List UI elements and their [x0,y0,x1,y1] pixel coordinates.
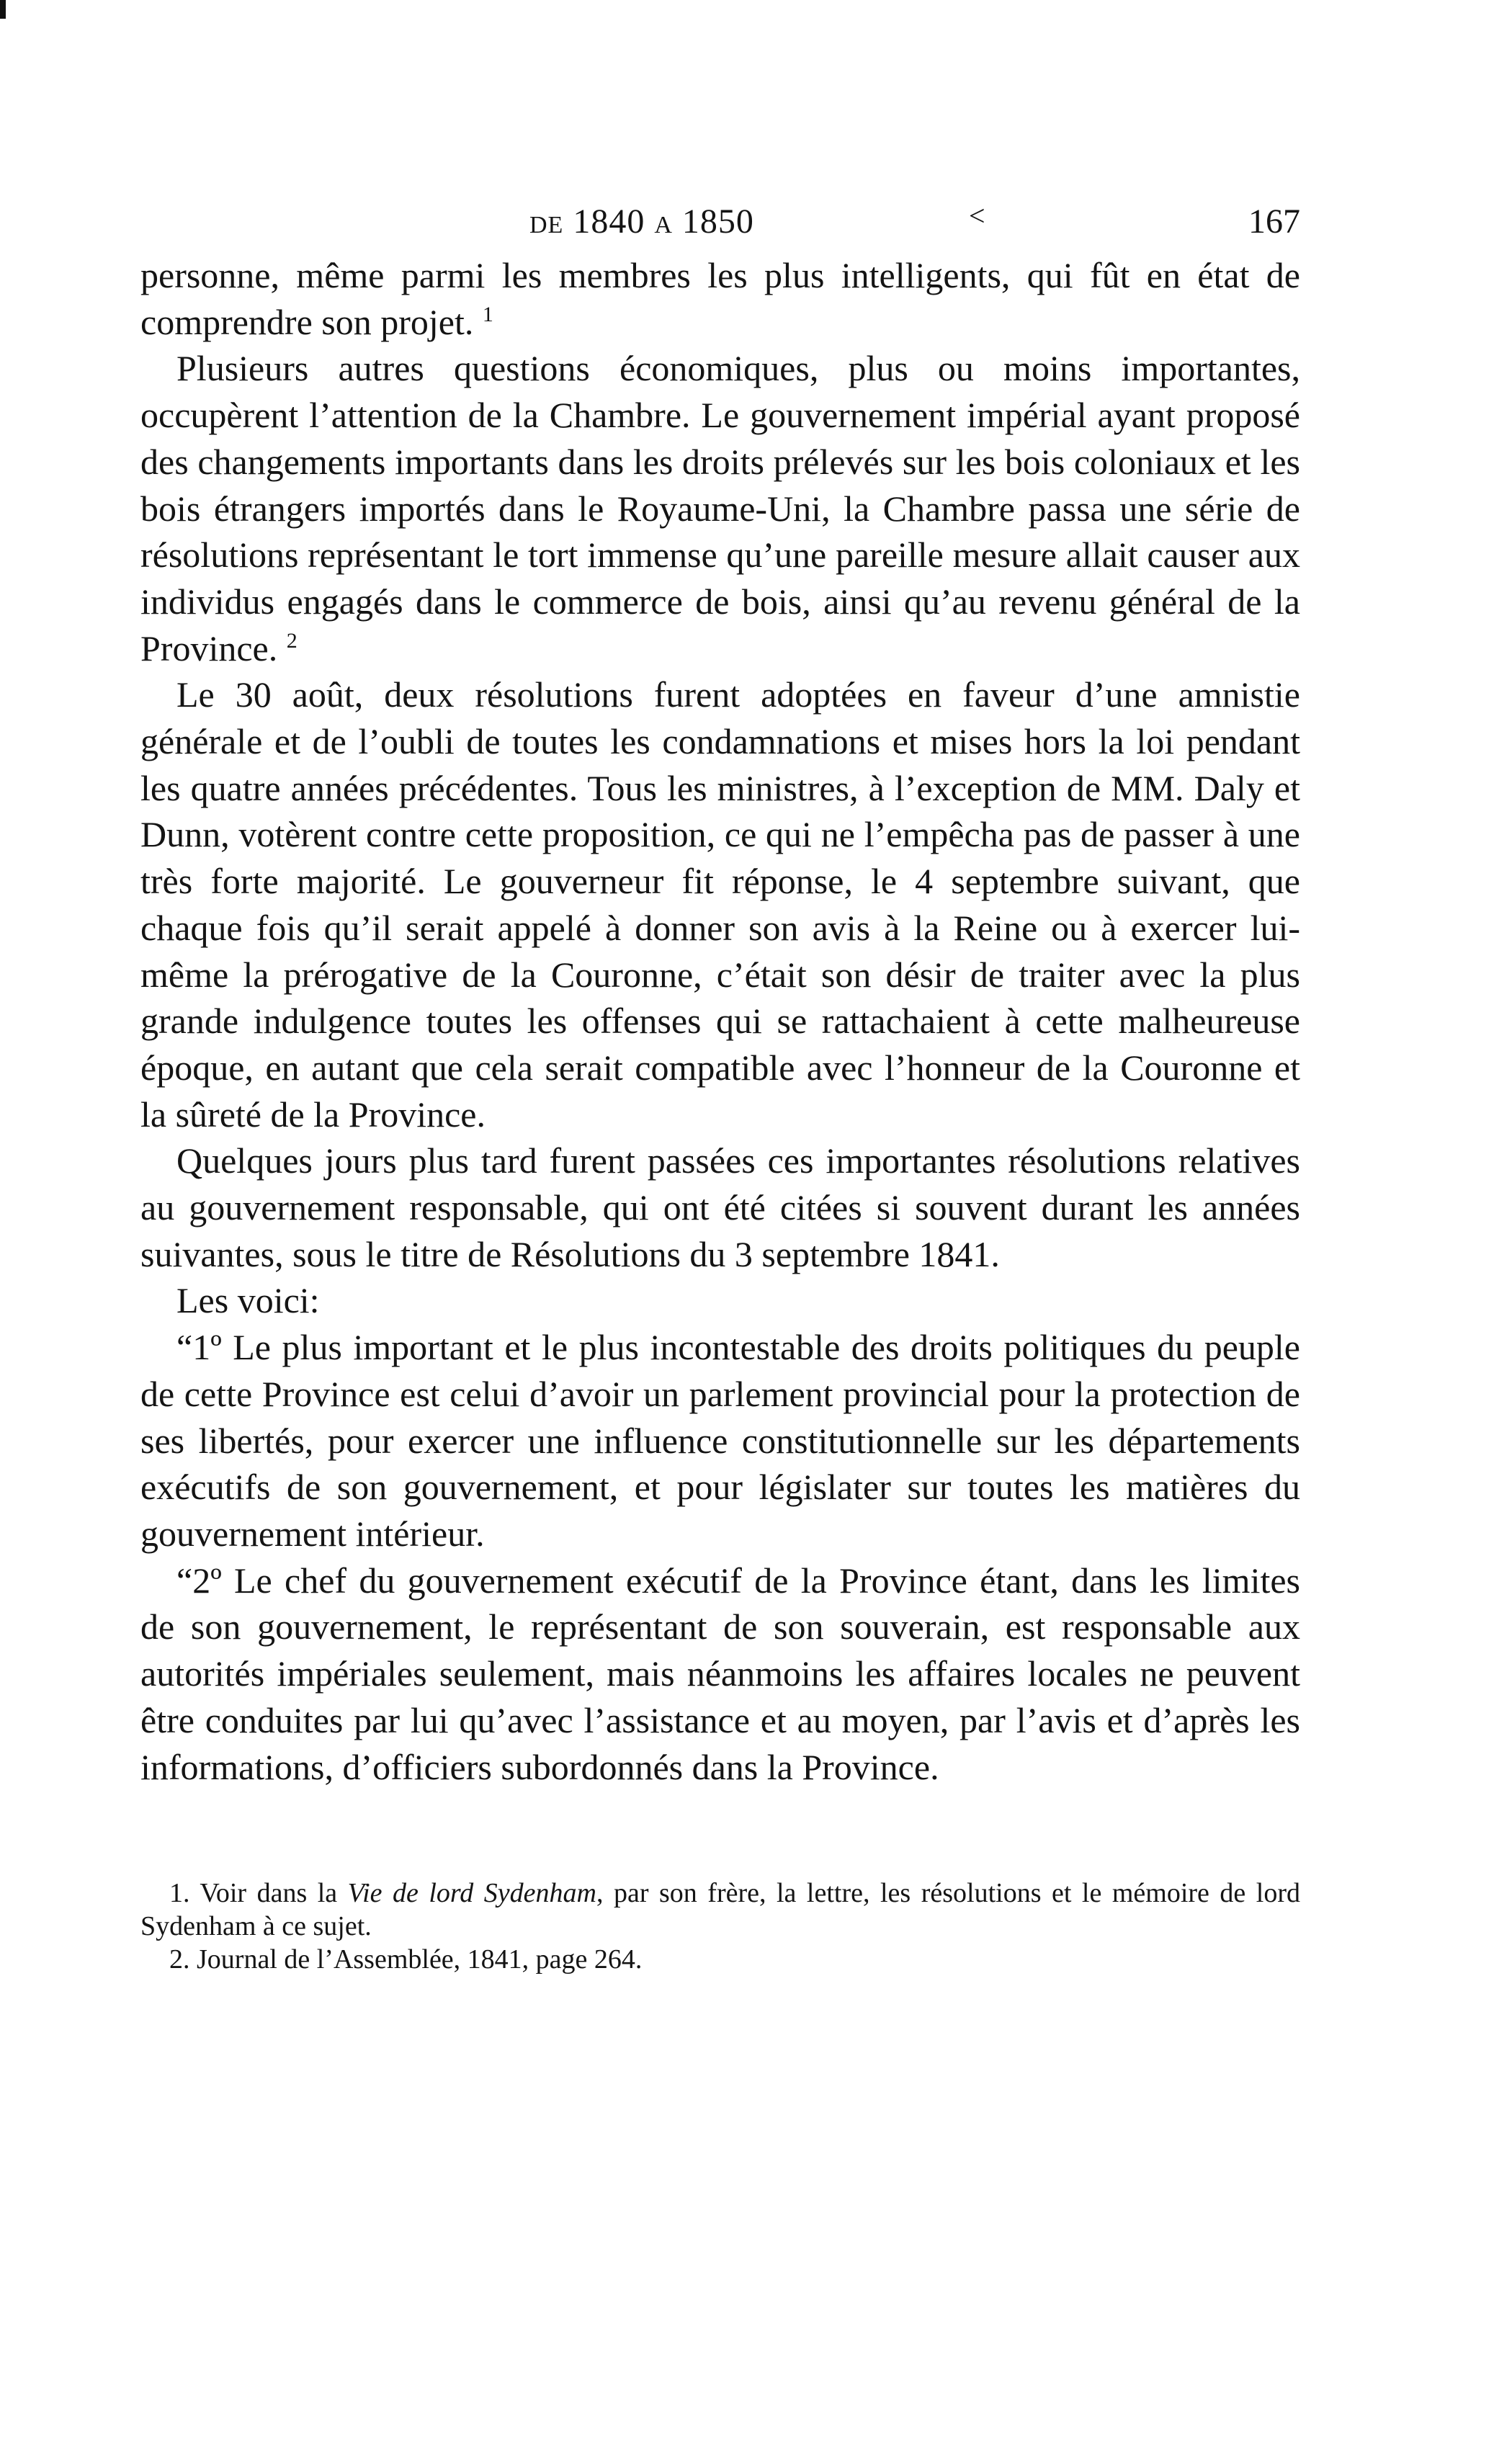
paragraph-2: Plusieurs autres questions économiques, plus ou moins importantes, occupèrent l’attention de la Chambre. Le gouvernement impérial ayant proposé des changements importants dans les droits prélevés sur les bois coloniaux et les bois étrangers importés dans le Royaume-Uni, la Chambre passa une série de résolutions représentant le tort immense qu’une pareille mesure allait causer aux individus engagés dans le commerce de bois, ainsi qu’au revenu général de la Province. $^2$ [140,348,1300,668]
body-text [140,252,1300,1790]
paragraph-1: personne, même parmi les membres les plus intelligents, qui fût en état de comprendre son projet. $^1$ [140,255,1300,342]
running-header [140,194,1300,252]
paragraph-5: Les voici: [176,1280,320,1321]
footnote-ref-2: 2 [286,628,298,653]
paragraph-4: Quelques jours plus tard furent passées ces importantes résolutions relatives au gouvernement responsable, qui ont été citées si souvent durant les années suivantes, sous le titre de Résolutions du 3 septembre 1841. [140,1140,1300,1274]
book-page [140,194,1300,1976]
page-number: 167 [1248,202,1300,241]
footnote-2: 2. Journal de l’Assemblée, 1841, page 264. [169,1944,643,1975]
footnote-1: 1. Voir dans la Vie de lord Sydenham, par son frère, la lettre, les résolutions et le mémoire de lord Sydenham à ce sujet. [140,1878,1300,1942]
footnotes [140,1877,1300,1976]
paragraph-3: Le 30 août, deux résolutions furent adoptées en faveur d’une amnistie générale et de l’oubli de toutes les condamnations et mises hors la loi pendant les quatre années précédentes. Tous les ministres, à l’exception de MM. Daly et Dunn, votèrent contre cette proposition, ce qui ne l’empêcha pas de passer à une très forte majorité. Le gouverneur fit réponse, le 4 septembre suivant, que chaque fois qu’il serait appelé à donner son avis à la Reine ou à exercer lui-même la prérogative de la Couronne, c’était son désir de traiter avec la plus grande indulgence toutes les offenses qui se rattachaient à cette malheureuse époque, en autant que cela serait compatible avec l’honneur de la Couronne et la sûreté de la Province. [140,674,1300,1135]
scan-edge-mark [0,0,6,19]
footnote-ref-1: 1 [482,302,493,326]
running-title: de 1840 a 1850 [529,202,754,241]
paragraph-6: “1º Le plus important et le plus incontestable des droits politiques du peuple de cette Province est celui d’avoir un parlement provincial pour la protection de ses libertés, pour exercer une influence constitutionnelle sur les départements exécutifs de son gouvernement, et pour législater sur toutes les matières du gouvernement intérieur. [140,1327,1300,1554]
paragraph-7: “2º Le chef du gouvernement exécutif de la Province étant, dans les limites de son gouvernement, le représentant de son souverain, est responsable aux autorités impériales seulement, mais néanmoins les affaires locales ne peuvent être conduites par lui qu’avec l’assistance et au moyen, par l’avis et d’après les informations, d’officiers subordonnés dans la Province. [140,1560,1300,1787]
print-mark: ˂ [969,200,985,232]
